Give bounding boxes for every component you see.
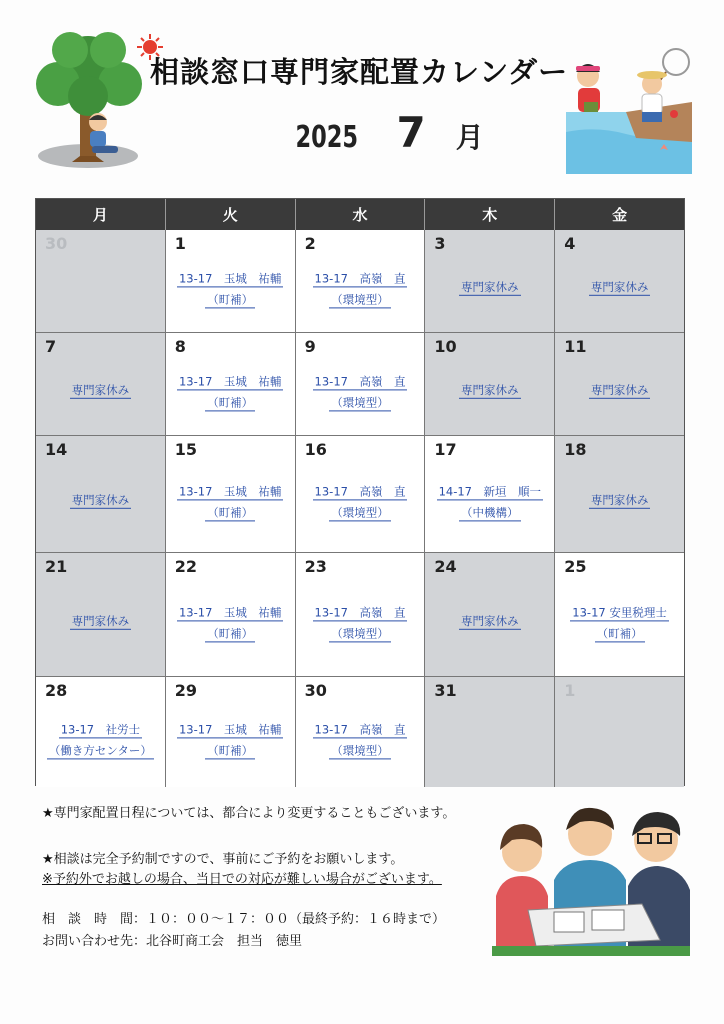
schedule-line-2: （町補） [207,292,254,307]
schedule-line-1: 13-17 高嶺 直 [314,484,406,499]
schedule-line-1: 13-17 玉城 祐輔 [178,374,282,389]
calendar-day-cell [425,677,555,787]
day-schedule [296,481,425,523]
day-schedule [296,719,425,761]
schedule-line-1: 13-17 玉城 祐輔 [178,484,282,499]
day-schedule [166,481,295,523]
calendar-day-cell [425,436,555,553]
schedule-line-1: 13-17 高嶺 直 [314,604,406,619]
weekday-header: 金 [612,206,628,224]
consultation-illustration [492,800,690,956]
weekday-header: 月 [36,199,166,230]
schedule-line-2: （環境型） [331,505,389,520]
day-number: 10 [434,337,457,356]
schedule-line-1: 専門家休み [461,613,519,628]
schedule-line-2: （町補） [207,395,254,410]
schedule-line-1: 専門家休み [590,279,649,294]
day-schedule [36,490,165,511]
day-schedule [296,602,425,644]
day-schedule [555,490,684,511]
schedule-line-2: （環境型） [331,292,389,307]
day-number: 15 [174,440,198,459]
calendar-day-cell [296,230,426,333]
schedule-line-1: 13-17 高嶺 直 [314,271,406,286]
calendar-day-cell [555,436,684,553]
month-unit: 月 [455,121,484,154]
day-number: 11 [564,337,587,356]
schedule-line-1: 専門家休み [590,492,649,507]
day-schedule [36,610,165,631]
tree-boy-illustration [30,28,150,178]
day-number: 1 [174,234,186,253]
schedule-line-1: 専門家休み [461,382,519,397]
day-schedule [36,719,165,761]
day-schedule [166,268,295,310]
schedule-line-1: 13-17 玉城 祐輔 [178,604,282,619]
schedule-line-2: （環境型） [331,395,389,410]
day-number: 29 [174,681,198,700]
day-number: 2 [304,234,316,253]
calendar-day-cell [296,553,426,677]
day-schedule [166,602,295,644]
day-number: 14 [45,440,68,459]
note-walk-in-warning: ※予約外でお越しの場合、当日での対応が難しい場合がございます。 [42,872,442,887]
schedule-line-1: 専門家休み [71,613,130,628]
calendar-day-cell [296,436,426,553]
day-number: 23 [304,557,327,576]
calendar-day-cell [296,333,426,436]
day-schedule [36,380,165,401]
schedule-line-1: 13-17 高嶺 直 [314,722,406,737]
schedule-line-1: 13-17 安里税理士 [572,604,667,619]
calendar-week-row [36,333,684,436]
day-number: 9 [304,337,316,356]
beach-kids-illustration [566,42,692,174]
year-label: 2025 [295,120,359,155]
calendar-day-cell [425,553,555,677]
calendar-week-row [36,677,684,787]
calendar-day-cell [166,230,296,333]
day-number: 31 [434,681,457,700]
calendar-week-row [36,553,684,677]
calendar-week-row [36,436,684,553]
weekday-header: 水 [296,199,426,230]
schedule-line-1: 専門家休み [71,492,130,507]
day-number: 30 [45,234,68,253]
calendar-day-cell [555,553,684,677]
calendar-day-cell [36,677,166,787]
calendar-day-cell [166,436,296,553]
day-schedule [555,380,684,401]
schedule-line-2: （環境型） [331,743,389,758]
weekday-header: 火 [166,199,296,230]
schedule-line-1: 13-17 社労士 [60,722,141,737]
calendar-day-cell [555,333,684,436]
calendar-day-cell [36,436,166,553]
calendar-day-cell [36,333,166,436]
day-number: 1 [564,681,576,700]
day-number: 30 [304,681,327,700]
day-number: 25 [564,557,587,576]
schedule-line-2: （町補） [207,625,254,640]
page-title: 相談窓口専門家配置カレンダー [150,55,569,89]
year-month-heading [285,108,484,157]
calendar-day-cell [36,230,166,333]
calendar-day-cell [425,230,555,333]
schedule-line-1: 13-17 高嶺 直 [314,374,406,389]
calendar-day-cell [166,333,296,436]
calendar-week-row [36,230,684,333]
note-reservation: ★相談は完全予約制ですので、事前にご予約をお願いします。 [42,852,404,867]
day-schedule [296,371,425,413]
schedule-line-2: （働き方センター） [48,743,152,758]
day-number: 8 [174,337,186,356]
schedule-line-2: （中機構） [461,505,519,520]
calendar-day-cell [555,677,684,787]
schedule-line-1: 専門家休み [71,382,130,397]
weekday-header-row [36,199,684,230]
day-number: 18 [564,440,587,459]
calendar-day-cell [296,677,426,787]
day-number: 16 [304,440,327,459]
calendar-grid [35,198,685,786]
day-schedule [296,268,425,310]
day-schedule [425,277,554,298]
calendar-body [36,230,684,787]
calendar-day-cell [166,677,296,787]
calendar-day-cell [555,230,684,333]
calendar-day-cell [425,333,555,436]
day-schedule [425,610,554,631]
calendar-day-cell [36,553,166,677]
day-schedule [425,380,554,401]
day-schedule [555,602,684,644]
weekday-header: 木 [425,199,555,230]
schedule-line-1: 14-17 新垣 順一 [438,484,541,499]
schedule-line-2: （町補） [207,743,254,758]
schedule-line-2: （環境型） [331,625,389,640]
contact-info: お問い合わせ先：北谷町商工会 担当 徳里 [42,934,303,949]
schedule-line-2: （町補） [207,505,254,520]
month-number: 7 [396,108,426,157]
note-schedule-change: ★専門家配置日程については、都合により変更することもございます。 [42,806,456,821]
consultation-hours: 相 談 時 間：１０：００～１７：００（最終予約：１６時まで） [42,912,446,927]
schedule-line-1: 専門家休み [590,382,649,397]
schedule-line-1: 専門家休み [461,279,519,294]
day-number: 3 [434,234,446,253]
calendar-day-cell [166,553,296,677]
day-number: 7 [45,337,57,356]
day-number: 24 [434,557,457,576]
day-number: 17 [434,440,457,459]
schedule-line-1: 13-17 玉城 祐輔 [178,271,282,286]
day-schedule [166,371,295,413]
schedule-line-2: （町補） [596,625,643,640]
day-number: 22 [174,557,198,576]
day-schedule [166,719,295,761]
day-schedule [425,481,554,523]
day-number: 4 [564,234,576,253]
day-schedule [555,277,684,298]
day-number: 28 [45,681,68,700]
schedule-line-1: 13-17 玉城 祐輔 [178,722,282,737]
day-number: 21 [45,557,68,576]
